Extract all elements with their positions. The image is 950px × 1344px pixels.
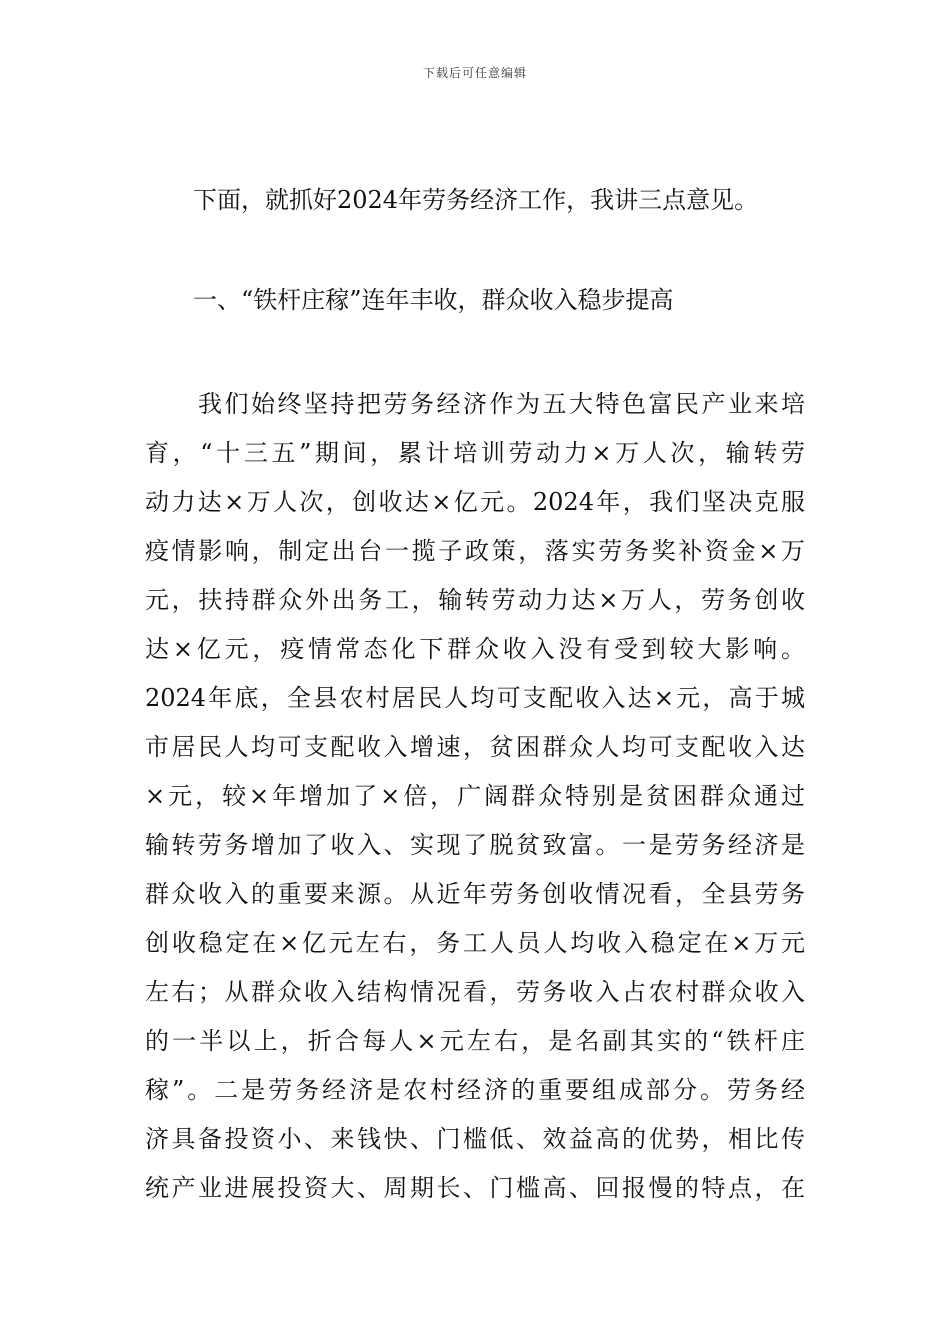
body-line: 创收稳定在×亿元左右，务工人员人均收入稳定在×万元 [145, 929, 805, 957]
body-line: 动力达×万人次，创收达×亿元。2024年，我们坚决克服 [145, 488, 805, 516]
body-line: 2024年底，全县农村居民人均可支配收入达×元，高于城 [145, 684, 805, 712]
body-line: 达×亿元，疫情常态化下群众收入没有受到较大影响。 [145, 635, 805, 663]
body-line: 我们始终坚持把劳务经济作为五大特色富民产业来培 [145, 390, 805, 418]
body-line: ×元，较×年增加了×倍，广阔群众特别是贫困群众通过 [145, 782, 805, 810]
body-line: 的一半以上，折合每人×元左右，是名副其实的“铁杆庄 [145, 1027, 805, 1055]
intro-paragraph: 下面，就抓好2024年劳务经济工作，我讲三点意见。 [193, 186, 759, 214]
body-line: 统产业进展投资大、周期长、门槛高、回报慢的特点，在 [145, 1174, 805, 1202]
body-paragraph [145, 380, 805, 1213]
body-line: 疫情影响，制定出台一揽子政策，落实劳务奖补资金×万 [145, 537, 805, 565]
body-line: 输转劳务增加了收入、实现了脱贫致富。一是劳务经济是 [145, 831, 805, 859]
body-line: 元，扶持群众外出务工，输转劳动力达×万人，劳务创收 [145, 586, 805, 614]
section-heading: 一、“铁杆庄稼”连年丰收，群众收入稳步提高 [193, 286, 674, 314]
body-line: 育，“十三五”期间，累计培训劳动力×万人次，输转劳 [145, 439, 805, 467]
body-line: 市居民人均可支配收入增速，贫困群众人均可支配收入达 [145, 733, 805, 761]
body-line: 左右；从群众收入结构情况看，劳务收入占农村群众收入 [145, 978, 805, 1006]
body-line: 济具备投资小、来钱快、门槛低、效益高的优势，相比传 [145, 1125, 805, 1153]
body-line: 群众收入的重要来源。从近年劳务创收情况看，全县劳务 [145, 880, 805, 908]
body-line: 稼”。二是劳务经济是农村经济的重要组成部分。劳务经 [145, 1076, 805, 1104]
page-header-note: 下载后可任意编辑 [422, 66, 527, 80]
